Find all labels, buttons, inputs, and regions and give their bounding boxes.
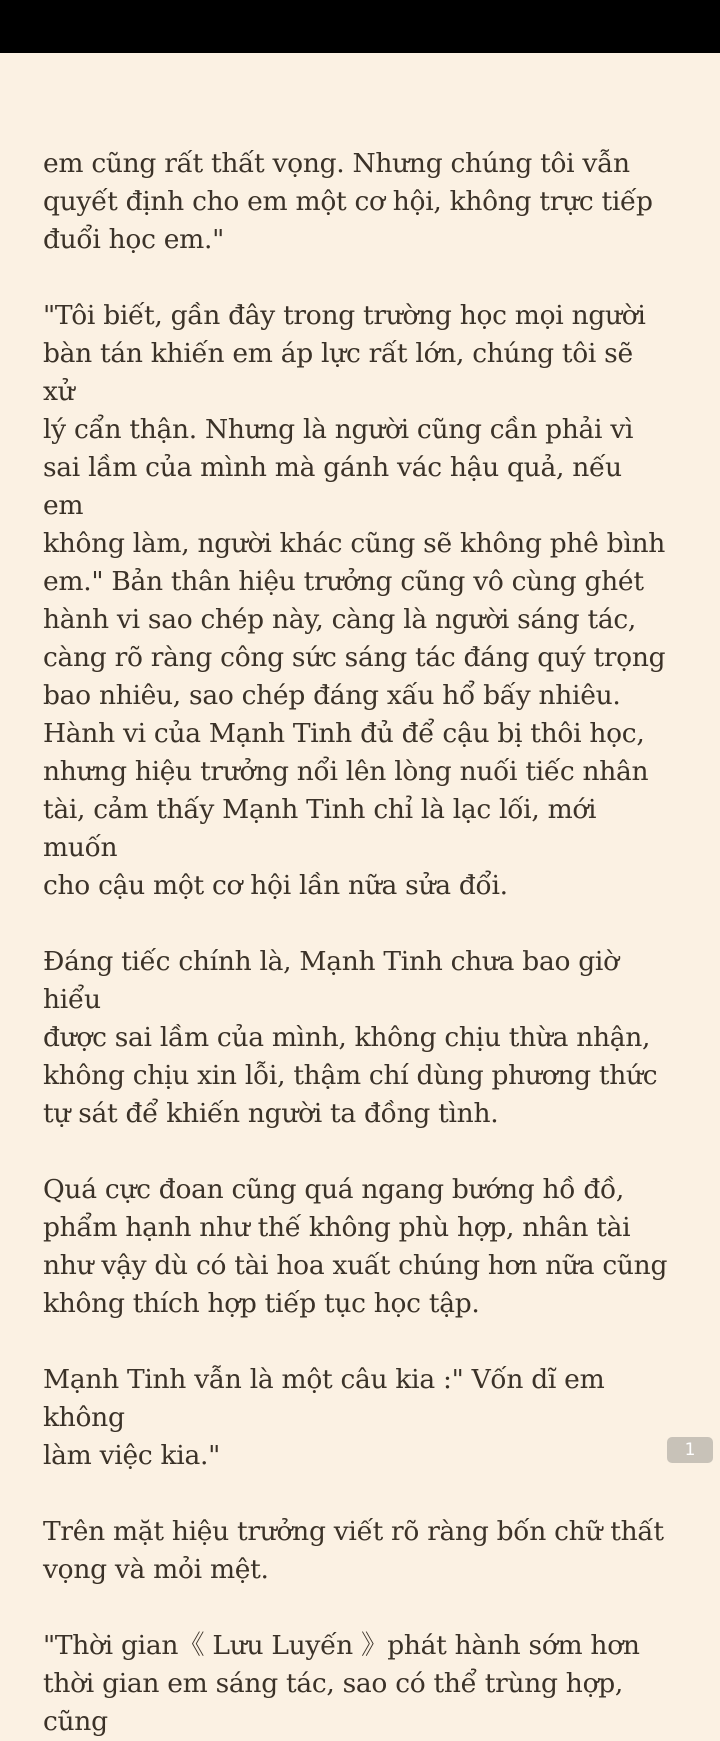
- paragraph: Mạnh Tinh vẫn là một câu kia :" Vốn dĩ em không làm việc kia.": [43, 1364, 605, 1471]
- paragraph: Trên mặt hiệu trưởng viết rõ ràng bốn chữ thất vọng và mỏi mệt.: [43, 1516, 664, 1585]
- paragraph: Quá cực đoan cũng quá ngang bướng hồ đồ, phẩm hạnh như thế không phù hợp, nhân tài như vậy dù có tài hoa xuất chúng hơn nữa cũng không thích hợp tiếp tục học tập.: [43, 1174, 668, 1319]
- paragraph: Đáng tiếc chính là, Mạnh Tinh chưa bao giờ hiểu được sai lầm của mình, không chịu thừa nhận, không chịu xin lỗi, thậm chí dùng phương thức tự sát để khiến người ta đồng tình.: [43, 946, 658, 1129]
- reader-page[interactable]: [0, 53, 720, 1737]
- paragraph: "Tôi biết, gần đây trong trường học mọi người bàn tán khiến em áp lực rất lớn, chúng tôi sẽ xử lý cẩn thận. Nhưng là người cũng cần phải vì sai lầm của mình mà gánh vác hậu quả, nếu em không làm, người khác cũng sẽ không phê bình em." Bản thân hiệu trưởng cũng vô cùng ghét hành vi sao chép này, càng là người sáng tác, càng rõ ràng công sức sáng tác đáng quý trọng bao nhiêu, sao chép đáng xấu hổ bấy nhiêu. Hành vi của Mạnh Tinh đủ để cậu bị thôi học, nhưng hiệu trưởng nổi lên lòng nuối tiếc nhân tài, cảm thấy Mạnh Tinh chỉ là lạc lối, mới muốn cho cậu một cơ hội lần nữa sửa đổi.: [43, 300, 666, 901]
- chapter-text: [43, 145, 668, 1737]
- page-number-badge[interactable]: 1: [667, 1437, 713, 1463]
- paragraph: em cũng rất thất vọng. Nhưng chúng tôi vẫn quyết định cho em một cơ hội, không trực tiếp đuổi học em.": [43, 148, 653, 255]
- paragraph: "Thời gian《 Lưu Luyến 》phát hành sớm hơn thời gian em sáng tác, sao có thể trùng hợp, cũng: [43, 1630, 640, 1737]
- status-bar: [0, 0, 720, 53]
